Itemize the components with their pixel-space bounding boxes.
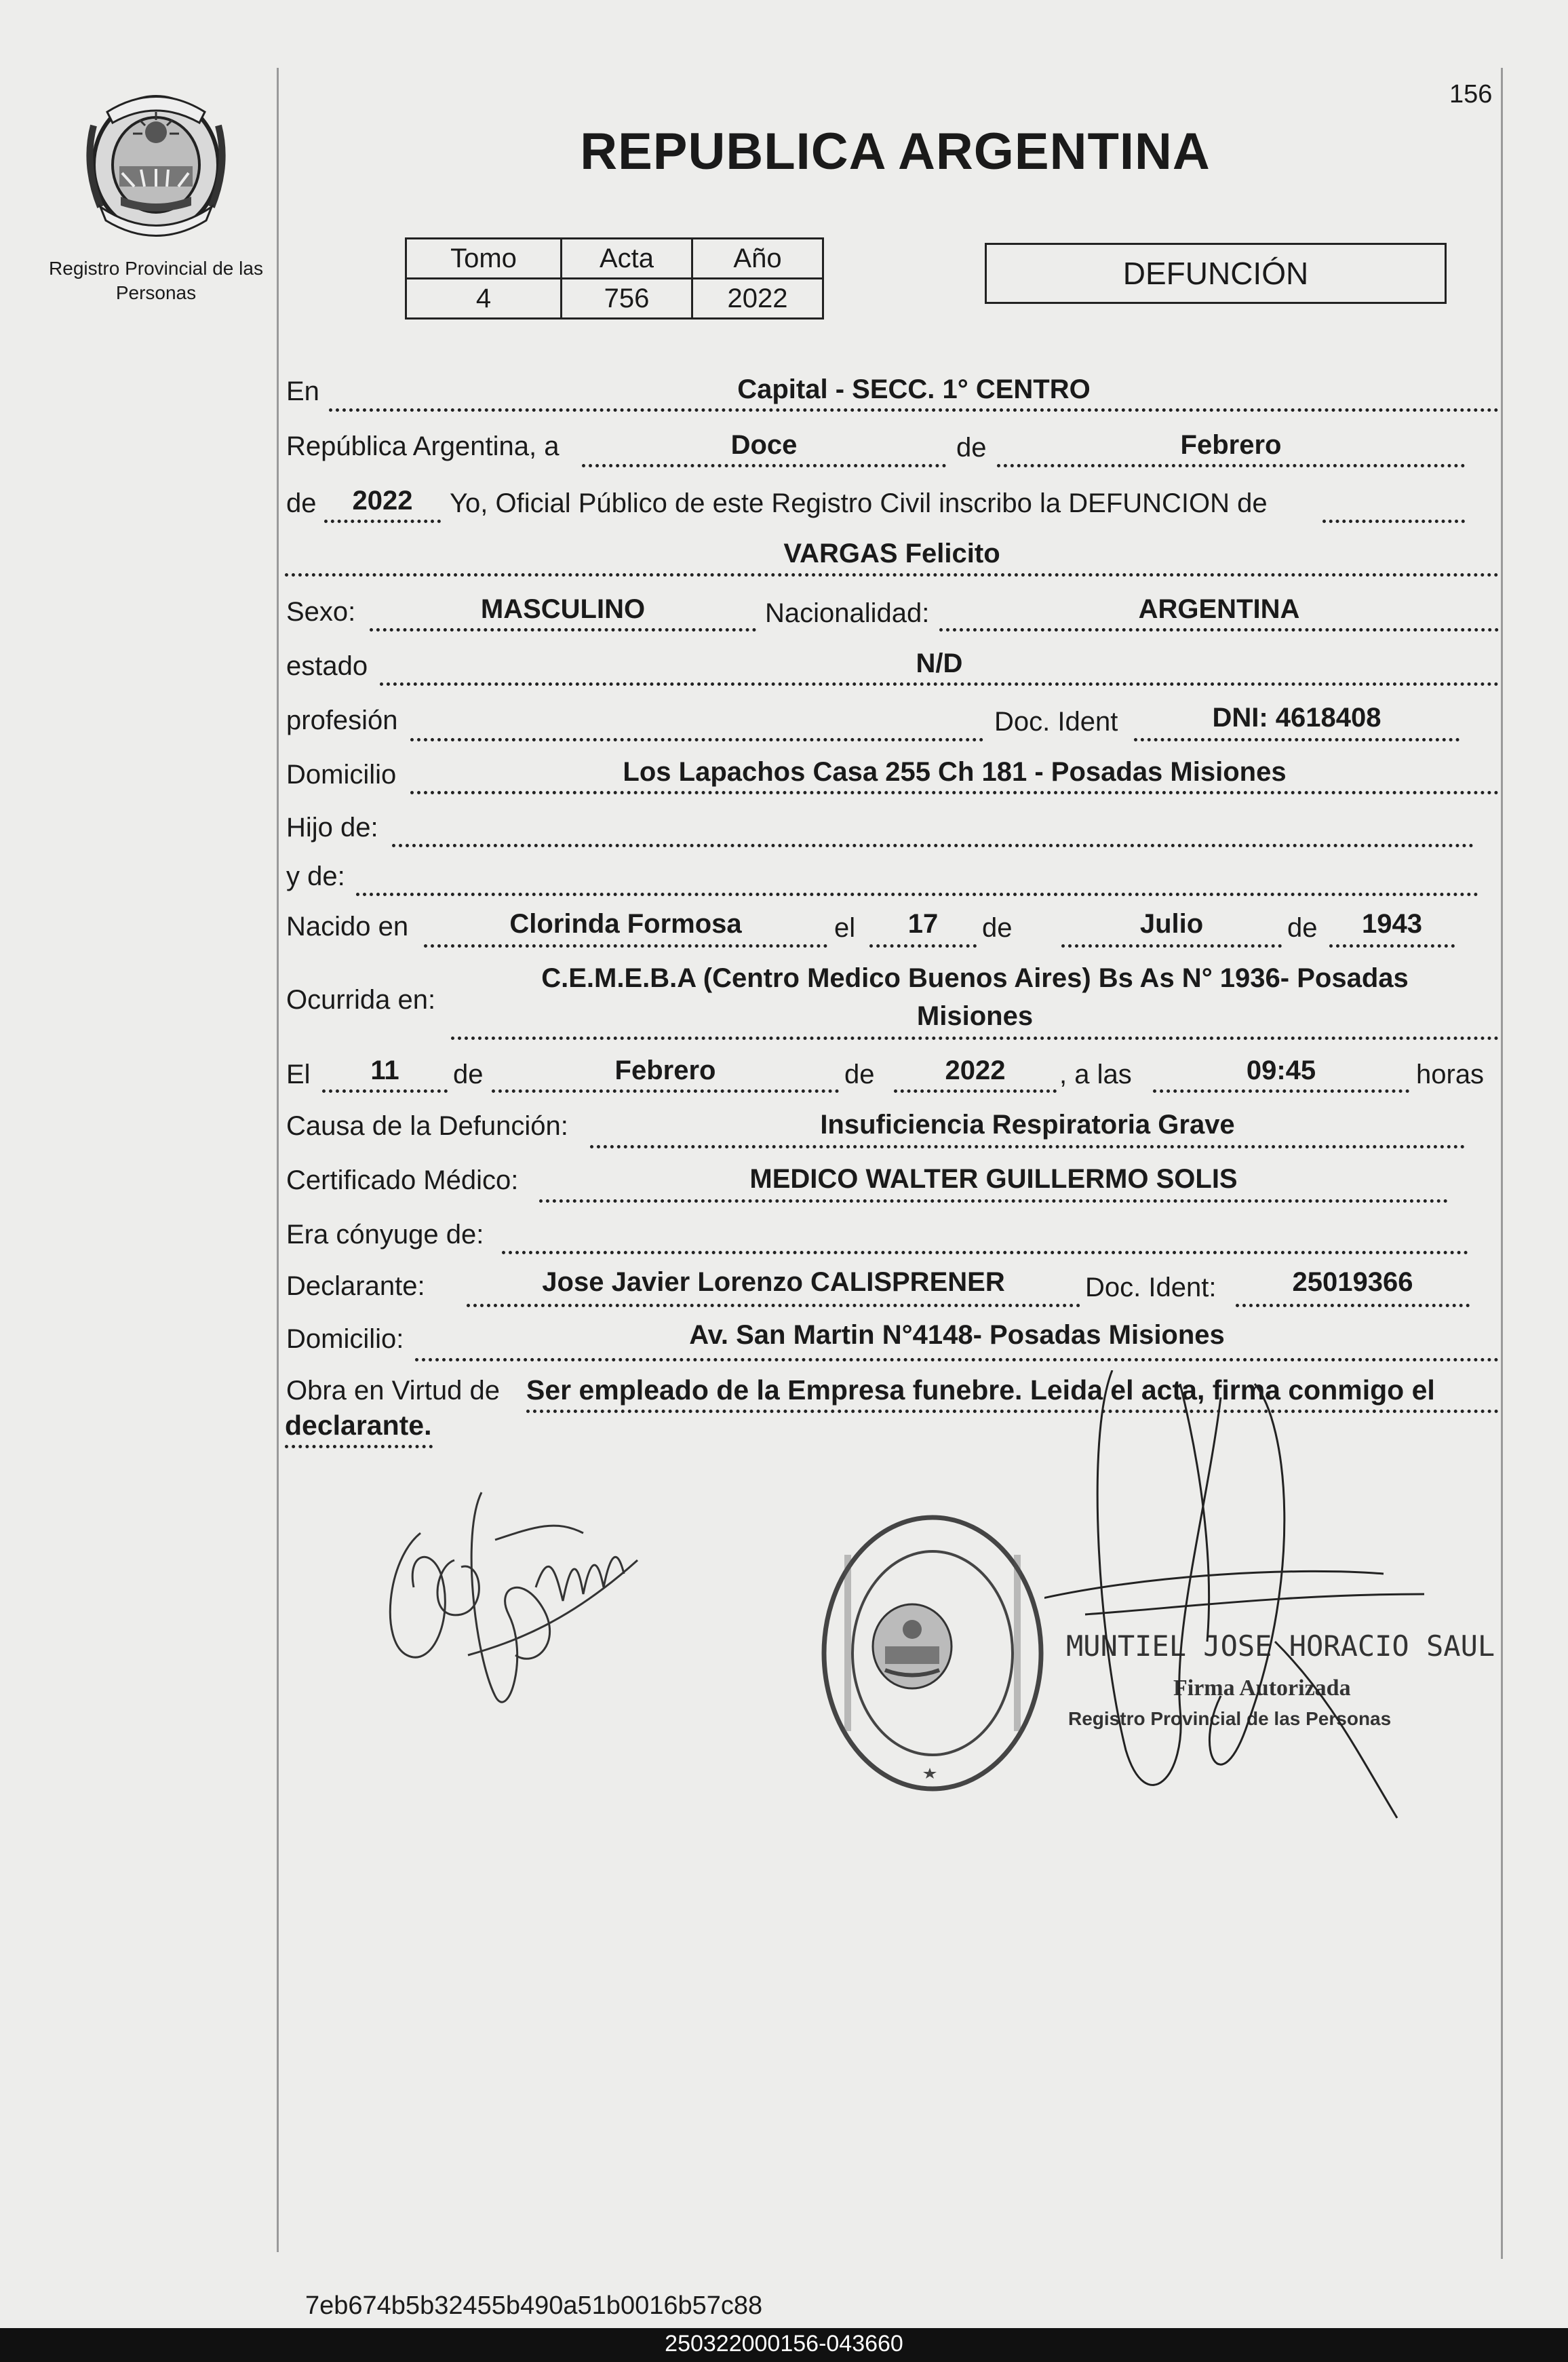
dotted-line [894, 1089, 1057, 1093]
nacionalidad-value: ARGENTINA [1138, 594, 1300, 624]
hijo-label: Hijo de: [286, 813, 378, 843]
dotted-line [424, 944, 827, 948]
estado-value: N/D [916, 648, 963, 678]
dotted-line [539, 1199, 1448, 1203]
table-header-acta: Acta [562, 239, 692, 279]
doc-value: DNI: 4618408 [1212, 703, 1381, 733]
signature-registrar [1044, 1370, 1451, 1859]
de-label: de [453, 1060, 484, 1089]
table-value-tomo: 4 [406, 279, 562, 319]
death-year-value: 2022 [945, 1056, 1006, 1085]
declarante-label: Declarante: [286, 1271, 425, 1301]
obra-text-line1: Ser empleado de la Empresa funebre. Leida el acta, firma conmigo el [526, 1374, 1435, 1406]
dotted-line [451, 1037, 1499, 1040]
death-time-value: 09:45 [1246, 1056, 1316, 1085]
de-label: de [286, 488, 317, 518]
dotted-line [370, 628, 756, 632]
place-value: Capital - SECC. 1° CENTRO [737, 374, 1091, 404]
ocurrida-line2-value: Misiones [916, 1001, 1034, 1031]
birth-month-value: Julio [1139, 909, 1204, 939]
conyuge-label: Era cónyuge de: [286, 1220, 484, 1250]
declarante-domicilio-value: Av. San Martin N°4148- Posadas Misiones [689, 1320, 1225, 1350]
right-margin-line [1501, 68, 1503, 2259]
death-day-value: 11 [370, 1056, 399, 1085]
province-crest-icon [80, 85, 232, 241]
dotted-line [1322, 520, 1465, 523]
estado-label: estado [286, 651, 368, 681]
oficial-text: Yo, Oficial Público de este Registro Civil inscribo la DEFUNCION de [450, 488, 1268, 518]
left-margin-line [277, 68, 279, 2252]
table-header-tomo: Tomo [406, 239, 562, 279]
stamp-org-text: Registro Provincial de las Personas [1068, 1708, 1392, 1729]
el-label: el [834, 913, 856, 943]
a-las-label: , a las [1059, 1060, 1132, 1089]
dotted-line [415, 1358, 1499, 1361]
sexo-label: Sexo: [286, 597, 356, 627]
ocurrida-label: Ocurrida en: [286, 985, 436, 1015]
year-value: 2022 [352, 486, 413, 516]
dotted-line [356, 893, 1478, 896]
horas-label: horas [1416, 1060, 1485, 1089]
dotted-line [410, 738, 983, 741]
page-number: 156 [1449, 80, 1493, 109]
signature-officer [380, 1452, 665, 1737]
table-header-anio: Año [692, 239, 823, 279]
dotted-line [392, 844, 1474, 847]
dotted-line [467, 1304, 1080, 1307]
official-stamp [817, 1501, 1061, 1799]
domicilio-label: Domicilio [286, 760, 397, 790]
dotted-line [939, 628, 1499, 632]
de-label: de [982, 913, 1013, 943]
declarante-doc-value: 25019366 [1292, 1267, 1413, 1297]
el-label: El [286, 1060, 311, 1089]
dotted-line [582, 464, 946, 467]
dotted-line [285, 573, 1499, 577]
dotted-line [1236, 1304, 1470, 1307]
table-value-acta: 756 [562, 279, 692, 319]
dotted-line [1329, 944, 1455, 948]
stamp-role-text: Firma Autorizada [1173, 1676, 1351, 1701]
de-label: de [844, 1060, 875, 1089]
dotted-line [322, 1089, 448, 1093]
month-word-value: Febrero [1180, 430, 1282, 460]
dotted-line [410, 791, 1499, 794]
obra-text-line2: declarante. [285, 1410, 432, 1441]
sexo-value: MASCULINO [480, 594, 646, 624]
doc-ident-label: Doc. Ident: [1085, 1273, 1217, 1302]
causa-value: Insuficiencia Respiratoria Grave [820, 1110, 1235, 1140]
doc-ident-label: Doc. Ident [994, 707, 1118, 737]
en-label: En [286, 376, 319, 406]
nacionalidad-label: Nacionalidad: [765, 598, 930, 628]
de-label: de [956, 433, 987, 463]
causa-label: Causa de la Defunción: [286, 1111, 568, 1141]
record-table [405, 237, 824, 320]
dotted-line [869, 944, 977, 948]
table-value-anio: 2022 [692, 279, 823, 319]
ocurrida-line1-value: C.E.M.E.B.A (Centro Medico Buenos Aires) Bs As N° 1936- Posadas [541, 963, 1409, 993]
dotted-line [1153, 1089, 1409, 1093]
record-type-box: DEFUNCIÓN [985, 243, 1447, 304]
deceased-name-value: VARGAS Felicito [783, 539, 1000, 568]
de-label: de [1287, 913, 1318, 943]
registry-label: Registro Provincial de las Personas [49, 258, 263, 303]
dotted-line [492, 1089, 839, 1093]
dotted-line [997, 464, 1465, 467]
dotted-line [285, 1445, 433, 1448]
birth-year-value: 1943 [1362, 909, 1422, 939]
dotted-line [1061, 944, 1282, 948]
declarante-value: Jose Javier Lorenzo CALISPRENER [542, 1267, 1005, 1297]
day-word-value: Doce [730, 430, 798, 460]
y-de-label: y de: [286, 861, 345, 891]
document-hash: 7eb674b5b32455b490a51b0016b57c88 [305, 2291, 763, 2320]
domicilio-label: Domicilio: [286, 1324, 404, 1354]
dotted-line [502, 1251, 1468, 1254]
dotted-line [324, 520, 441, 523]
nacido-label: Nacido en [286, 912, 409, 942]
dotted-line [590, 1145, 1465, 1148]
certificado-value: MEDICO WALTER GUILLERMO SOLIS [749, 1164, 1238, 1194]
republica-label: República Argentina, a [286, 431, 560, 461]
profesion-label: profesión [286, 705, 398, 735]
dotted-line [380, 682, 1499, 686]
obra-label: Obra en Virtud de [286, 1376, 501, 1406]
page-title: REPUBLICA ARGENTINA [580, 123, 1211, 180]
stamp-name-text: MUNTIEL JOSE HORACIO SAUL [1066, 1629, 1495, 1663]
domicilio-value: Los Lapachos Casa 255 Ch 181 - Posadas Misiones [623, 757, 1287, 787]
death-month-value: Febrero [614, 1056, 716, 1085]
nacido-en-value: Clorinda Formosa [509, 909, 742, 939]
birth-day-value: 17 [907, 909, 939, 939]
dotted-line [1134, 738, 1459, 741]
dotted-line [329, 408, 1499, 412]
certificado-label: Certificado Médico: [286, 1165, 519, 1195]
document-code: 250322000156-043660 [665, 2331, 903, 2357]
